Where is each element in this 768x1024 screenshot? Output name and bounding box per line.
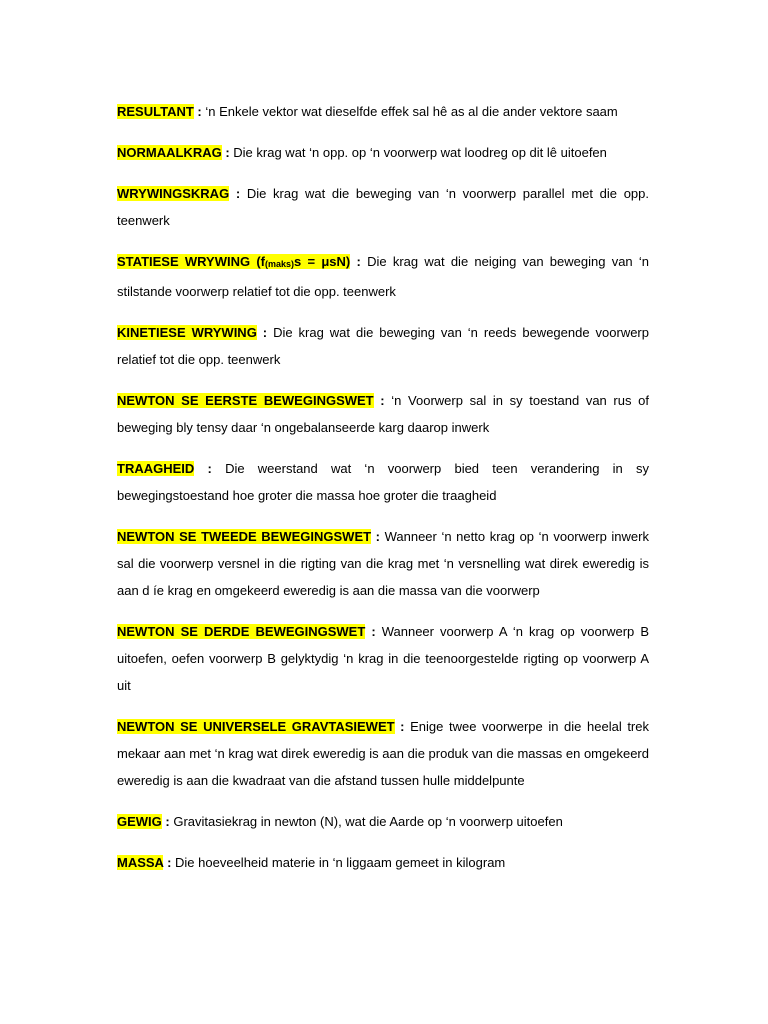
definition-text: Die krag wat ‘n opp. op ‘n voorwerp wat loodreg op dit lê uitoefen bbox=[233, 145, 607, 160]
definition-traagheid bbox=[117, 455, 649, 509]
definition-text: ‘n Enkele vektor wat dieselfde effek sal hê as al die ander vektore saam bbox=[205, 104, 618, 119]
definition-term: NEWTON SE DERDE BEWEGINGSWET bbox=[117, 624, 366, 639]
definition-normaalkrag bbox=[117, 139, 649, 166]
definition-text: Enige twee voorwerpe in die heelal trek mekaar aan met ‘n krag wat direk eweredig is aan die produk van die massas en omgekeerd eweredig is aan die kwadraat van die afstand tussen hulle middelpunte bbox=[117, 719, 649, 788]
definition-gewig bbox=[117, 808, 649, 835]
definition-separator: : bbox=[365, 624, 382, 639]
definition-text: Die krag wat die beweging van ‘n reeds bewegende voorwerp relatief tot die opp. teenwerk bbox=[117, 325, 649, 367]
definition-term: NEWTON SE TWEEDE BEWEGINGSWET bbox=[117, 529, 372, 544]
definition-term-subscript: (maks) bbox=[265, 259, 295, 269]
definition-separator: : bbox=[229, 186, 247, 201]
definition-kinetiese-wrywing bbox=[117, 319, 649, 373]
definition-term-formula: s = μsN) bbox=[294, 254, 351, 269]
definition-term: NEWTON SE UNIVERSELE GRAVTASIEWET bbox=[117, 719, 395, 734]
definition-separator: : bbox=[194, 461, 226, 476]
definition-term: MASSA bbox=[117, 855, 164, 870]
definition-newton-eerste-wet bbox=[117, 387, 649, 441]
definition-resultant bbox=[117, 98, 649, 125]
definition-text: Wanneer voorwerp A ‘n krag op voorwerp B uitoefen, oefen voorwerp B gelyktydig ‘n krag in die teenoorgestelde rigting op voorwerp A uit bbox=[117, 624, 649, 693]
definition-text: Wanneer ‘n netto krag op ‘n voorwerp inwerk sal die voorwerp versnel in die rigting van die krag met ‘n versnelling wat direk eweredig is aan d íe krag en omgekeerd eweredig is aan die massa van die voorwerp bbox=[117, 529, 649, 598]
definition-wrywingskrag bbox=[117, 180, 649, 234]
definition-separator: : bbox=[161, 814, 174, 829]
definition-separator: : bbox=[373, 393, 392, 408]
definition-separator: : bbox=[371, 529, 385, 544]
definition-term: RESULTANT bbox=[117, 104, 194, 119]
definition-massa bbox=[117, 849, 649, 876]
definition-separator: : bbox=[350, 254, 368, 269]
definition-separator: : bbox=[193, 104, 206, 119]
definition-term-main: STATIESE WRYWING (f bbox=[117, 254, 266, 269]
definition-text: ‘n Voorwerp sal in sy toestand van rus of beweging bly tensy daar ‘n ongebalanseerde karg daarop inwerk bbox=[117, 393, 649, 435]
definition-text: Gravitasiekrag in newton (N), wat die Aarde op ‘n voorwerp uitoefen bbox=[173, 814, 563, 829]
definition-separator: : bbox=[256, 325, 274, 340]
definition-term: TRAAGHEID bbox=[117, 461, 195, 476]
definitions-page bbox=[117, 98, 649, 890]
definition-separator: : bbox=[394, 719, 411, 734]
definition-statiese-wrywing bbox=[117, 248, 649, 305]
definition-term bbox=[117, 254, 350, 269]
definition-newton-tweede-wet bbox=[117, 523, 649, 604]
definition-text: Die krag wat die neiging van beweging van ‘n stilstande voorwerp relatief tot die opp. teenwerk bbox=[117, 254, 650, 299]
definition-text: Die weerstand wat ‘n voorwerp bied teen verandering in sy bewegingstoestand hoe groter die massa hoe groter die traagheid bbox=[117, 461, 649, 503]
definition-term: KINETIESE WRYWING bbox=[117, 325, 257, 340]
definition-text: Die hoeveelheid materie in ‘n liggaam gemeet in kilogram bbox=[175, 855, 506, 870]
definition-term: NORMAALKRAG bbox=[117, 145, 222, 160]
definition-term: NEWTON SE EERSTE BEWEGINGSWET bbox=[117, 393, 374, 408]
definition-universele-gravitasiewet bbox=[117, 713, 649, 794]
definition-term: WRYWINGSKRAG bbox=[117, 186, 230, 201]
definition-separator: : bbox=[163, 855, 176, 870]
definition-term: GEWIG bbox=[117, 814, 162, 829]
definition-text: Die krag wat die beweging van ‘n voorwerp parallel met die opp. teenwerk bbox=[117, 186, 649, 228]
definition-separator: : bbox=[221, 145, 234, 160]
definition-newton-derde-wet bbox=[117, 618, 649, 699]
